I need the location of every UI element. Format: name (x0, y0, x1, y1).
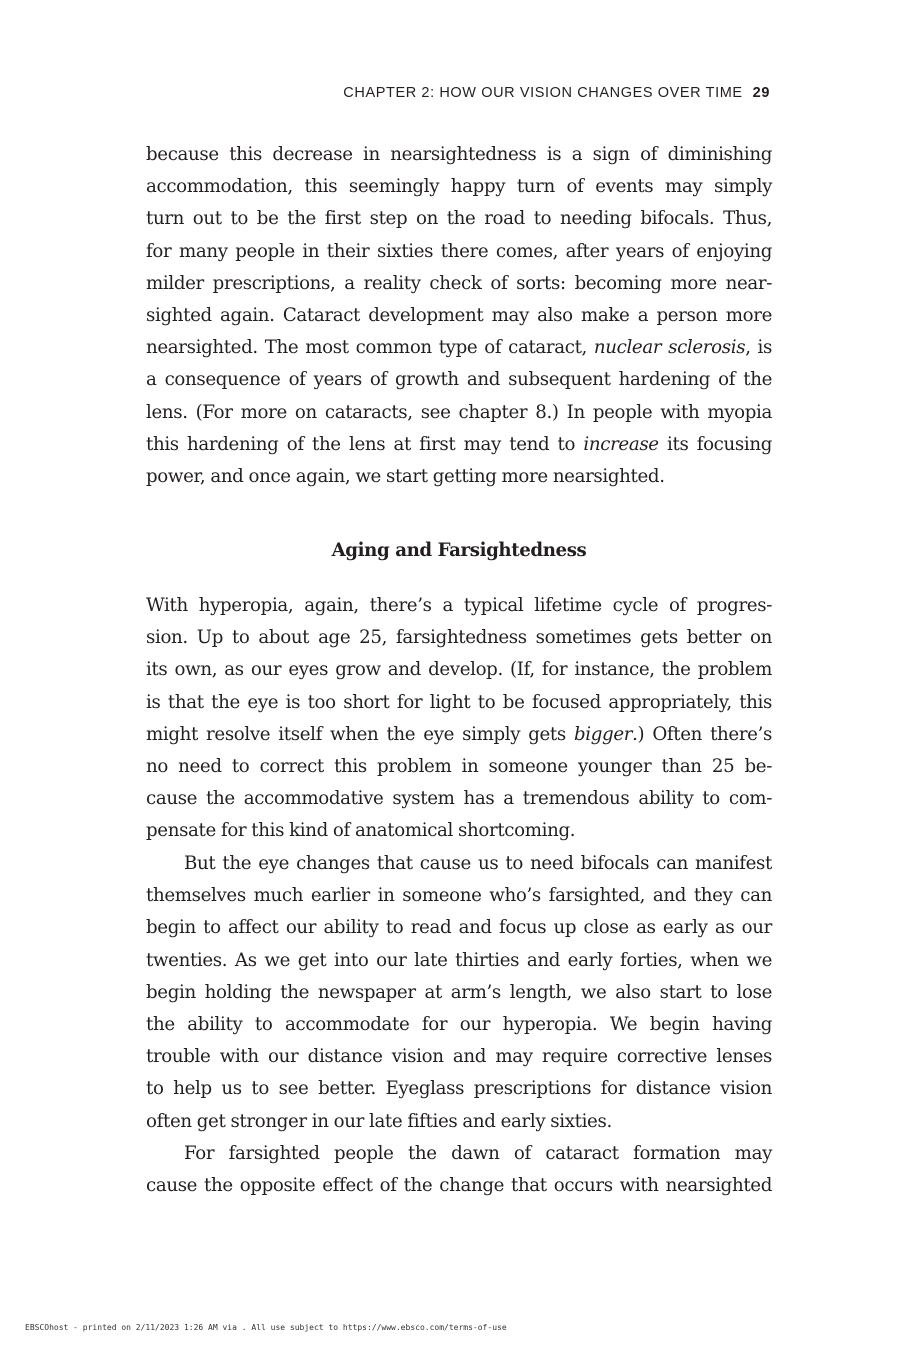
paragraph-1 (146, 139, 772, 493)
text-line: begin holding the newspaper at arm’s length, we also start to lose (146, 981, 772, 1003)
text-line: turn out to be the first step on the road to needing bifocals. Thus, (146, 208, 772, 230)
text-line (146, 429, 772, 461)
italic-term: bigger (573, 723, 633, 745)
text-line: sion. Up to about age 25, farsightedness sometimes gets better on (146, 627, 772, 649)
text-line: trouble with our distance vision and may require corrective lenses (146, 1046, 772, 1068)
text-line: cause the opposite effect of the change that occurs with nearsighted (146, 1175, 772, 1197)
text-line: power, and once again, we start getting more nearsighted. (146, 465, 665, 487)
section-heading: Aging and Farsightedness (331, 540, 587, 561)
text-line: But the eye changes that cause us to need bifocals can manifest (184, 853, 772, 874)
text-line: no need to correct this problem in someone younger than 25 be- (146, 755, 772, 777)
text-line: the ability to accommodate for our hyperopia. We begin having (146, 1013, 772, 1035)
text-line: is that the eye is too short for light to be focused appropriately, this (146, 691, 772, 713)
text-run: .) Often there’s (632, 723, 773, 745)
text-line: begin to affect our ability to read and focus up close as early as our (146, 917, 772, 939)
text-line: a consequence of years of growth and subsequent hardening of the (146, 369, 772, 391)
text-line: cause the accommodative system has a tremendous ability to com- (146, 788, 772, 810)
text-line: accommodation, this seemingly happy turn of events may simply (146, 176, 772, 198)
italic-term: increase (583, 433, 659, 455)
text-line: pensate for this kind of anatomical shortcoming. (146, 820, 576, 842)
running-head (343, 85, 770, 101)
paragraph-4 (146, 1138, 772, 1202)
text-line: For farsighted people the dawn of cataract formation may (184, 1143, 772, 1164)
text-run: nearsighted. The most common type of cataract, (146, 337, 594, 359)
text-run: might resolve itself when the eye simply gets (146, 723, 574, 745)
italic-term: nuclear sclerosis (593, 337, 746, 359)
text-run: this hardening of the lens at first may tend to (146, 433, 584, 455)
text-line: lens. (For more on cataracts, see chapter 8.) In people with myopia (146, 401, 772, 423)
page-number: 29 (752, 85, 770, 101)
text-line: twenties. As we get into our late thirties and early forties, when we (146, 949, 772, 971)
text-line: milder prescriptions, a reality check of sorts: becoming more near- (146, 272, 772, 294)
text-line: sighted again. Cataract development may also make a person more (146, 304, 772, 326)
text-line: for many people in their sixties there comes, after years of enjoying (146, 240, 772, 262)
text-line (146, 332, 772, 364)
text-line: to help us to see better. Eyeglass prescriptions for distance vision (146, 1078, 772, 1100)
text-run: its focusing (658, 433, 772, 455)
paragraph-2 (146, 590, 772, 848)
text-line: themselves much earlier in someone who’s farsighted, and they can (146, 885, 772, 907)
text-line (146, 719, 772, 751)
text-run: , is (745, 337, 773, 359)
paragraph-3 (146, 848, 772, 1138)
ebsco-footer: EBSCOhost - printed on 2/11/2023 1:26 AM via . All use subject to https://www.ebsco.com/terms-of-use (25, 1323, 507, 1332)
text-line: its own, as our eyes grow and develop. (If, for instance, the problem (146, 659, 772, 681)
text-line: often get stronger in our late fifties and early sixties. (146, 1110, 612, 1132)
text-line: With hyperopia, again, there’s a typical lifetime cycle of progres- (146, 595, 772, 616)
running-title: CHAPTER 2: HOW OUR VISION CHANGES OVER TIME (343, 85, 743, 101)
text-line: because this decrease in nearsightedness is a sign of diminishing (146, 144, 772, 165)
